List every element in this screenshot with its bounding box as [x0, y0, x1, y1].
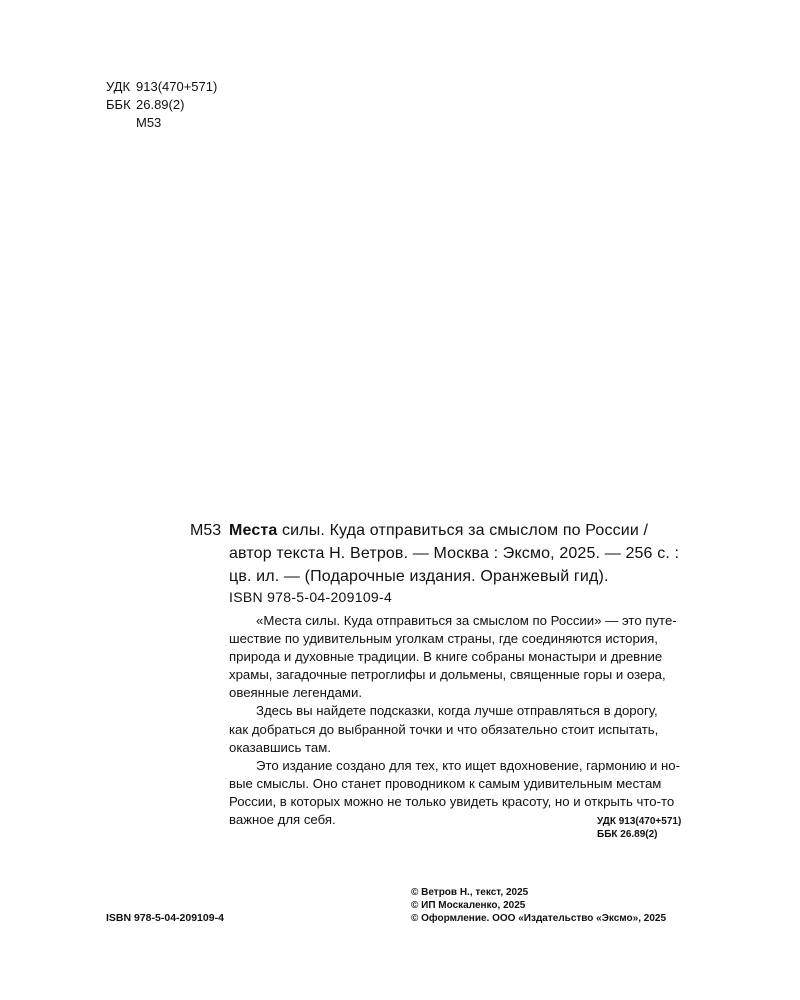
- abstract-line: Это издание создано для тех, кто ищет вдохновение, гармонию и но-: [256, 757, 680, 773]
- abstract-line: вые смыслы. Оно станет проводником к самым удивительным местам: [229, 775, 662, 791]
- bbk-label: ББК: [106, 97, 131, 112]
- classification-block: [106, 78, 217, 132]
- abstract-line: овеянные легендами.: [229, 685, 363, 701]
- abstract-line: оказавшись там.: [229, 739, 331, 755]
- isbn-main: ISBN 978-5-04-209109-4: [229, 589, 393, 605]
- biblio-line-1: [229, 519, 699, 542]
- bbk-value: 26.89(2): [136, 97, 185, 112]
- book-title-rest: силы. Куда отправиться за смыслом по России /: [277, 522, 649, 539]
- udk-value: 913(470+571): [136, 79, 218, 94]
- abstract-line: как добраться до выбранной точки и что обязательно стоит испытать,: [229, 721, 659, 737]
- biblio-line-2: автор текста Н. Ветров. — Москва : Эксмо, 2025. — 256 с. :: [229, 545, 680, 562]
- bbk-right: ББК 26.89(2): [597, 829, 658, 840]
- copyright-block: [411, 886, 666, 925]
- abstract-line: «Места силы. Куда отправиться за смыслом по России» — это путе-: [256, 613, 677, 628]
- udk-row: [106, 78, 217, 96]
- bbk-row: [106, 96, 217, 114]
- author-mark-row: [106, 114, 217, 132]
- udk-label: УДК: [106, 79, 131, 94]
- udk-right: УДК 913(470+571): [597, 816, 682, 827]
- abstract-line: природа и духовные традиции. В книге собраны монастыри и древние: [229, 649, 663, 665]
- classification-right: [597, 815, 681, 841]
- abstract-line: важное для себя.: [229, 812, 336, 828]
- author-mark: М53: [136, 115, 162, 130]
- biblio-line-3: цв. ил. — (Подарочные издания. Оранжевый гид).: [229, 568, 609, 585]
- abstract-line: России, в которых можно не только увидеть красоту, но и открыть что-то: [229, 793, 675, 809]
- bibliographic-description: [229, 519, 699, 588]
- abstract-line: храмы, загадочные петроглифы и дольмены, священные горы и озера,: [229, 667, 666, 683]
- copyright-line-3: © Оформление. ООО «Издательство «Эксмо», 2025: [411, 913, 667, 924]
- abstract-line: шествие по удивительным уголкам страны, где соединяются история,: [229, 631, 658, 647]
- copyright-line-1: © Ветров Н., текст, 2025: [411, 887, 529, 898]
- entry-author-mark: М53: [190, 522, 222, 539]
- isbn-footer: ISBN 978-5-04-209109-4: [106, 912, 224, 924]
- book-title-bold: Места: [229, 522, 278, 539]
- copyright-line-2: © ИП Москаленко, 2025: [411, 900, 526, 911]
- abstract-line: Здесь вы найдете подсказки, когда лучше отправляться в дорогу,: [256, 703, 658, 719]
- annotation: [229, 612, 699, 829]
